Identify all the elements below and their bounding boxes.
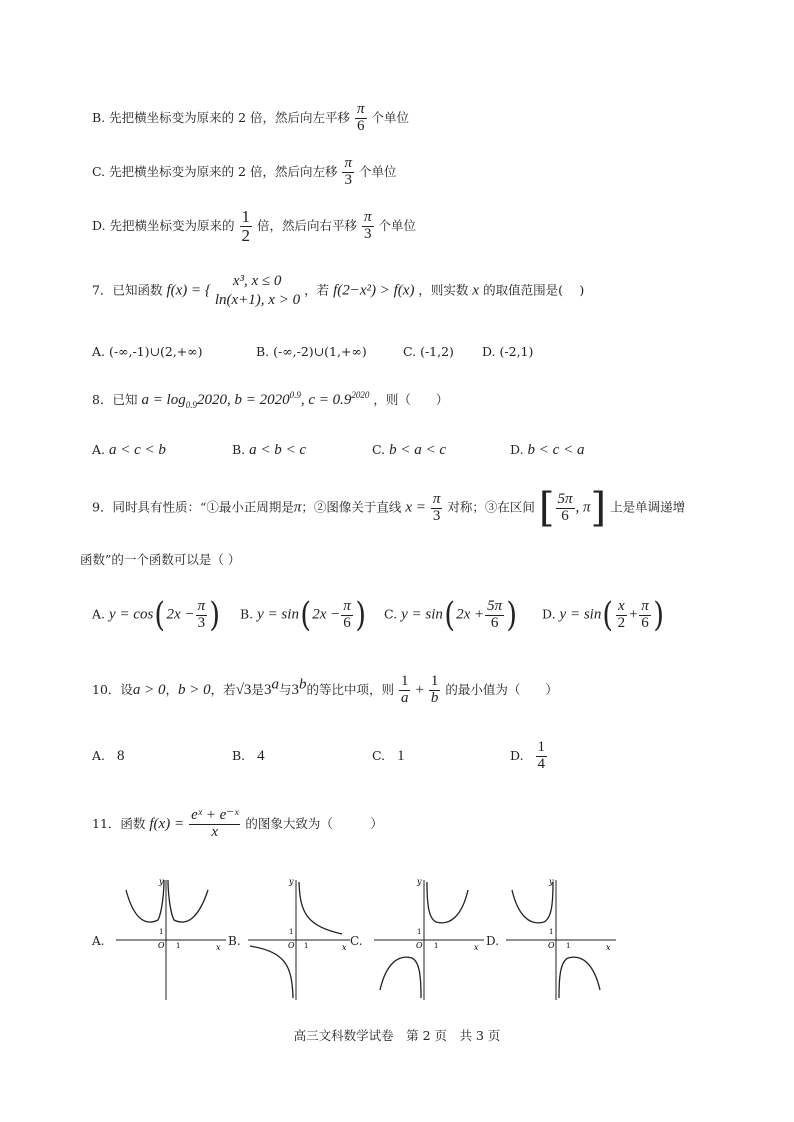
q9-stem: 9．同时具有性质：“①最小正周期是π；②图像关于直线 x = $\frac{\pi}{3}$ 对称；③在区间 [ $\frac{5\pi}{6}$ , π] 上是单调递增 [92,485,686,531]
q11-graph-b [244,872,354,1002]
q7-option-a: A. (-∞,-1)∪(2,+∞) [92,344,203,359]
q6-option-b-text: B. 先把横坐标变为原来的 2 倍，然后向左平移 [92,109,351,125]
q8-prefix: 8．已知 [92,392,138,407]
origin-label: O [416,941,423,950]
q11-graph-c [370,872,488,1002]
x-label: x [606,943,611,952]
q11-graph-b-label: B. [228,934,241,948]
q11-graph-c-label: C. [350,934,363,948]
q6-option-c [92,156,396,189]
x-label: x [216,943,221,952]
q7-case-1: x³, x ≤ 0 [232,273,282,289]
curve-left [380,957,421,998]
q6-option-c-text: C. 先把横坐标变为原来的 2 倍，然后向左移 [92,163,338,179]
curve-right [168,880,208,922]
y-label: y [417,877,422,886]
q8-end: ，则（ ） [373,392,449,407]
curve-left [250,946,293,998]
q6-option-d-mid: 倍，然后向右平移 [257,217,358,233]
q7-cond-prefix: ，若 [304,282,330,298]
q7-cases [215,272,300,310]
x-label: x [342,943,347,952]
y-label: y [289,877,294,886]
q8-option-a: A. a < c < b [92,442,166,458]
q6-option-b-tail: 个单位 [371,109,410,125]
q10-option-a: A. 8 [92,748,125,764]
q6-option-c-frac: $\frac{\pi}{3}$ [344,155,352,188]
page-footer: 高三文科数学试卷 第 2 页 共 3 页 [293,1028,501,1043]
q11-graph-a-label: A. [92,934,105,948]
q8-expression: $a = \log_{0.9}2020$, $b = 2020^{0.9}$, $c = 0.9^{2020}$ [141,390,370,410]
q9-option-d: D. y = sin( $\frac{x}{2}$ + $\frac{\pi}{6}$ ) [542,595,664,635]
q10-option-b: B. 4 [232,748,265,764]
q11-graph-d [502,872,620,1002]
origin-label: O [158,941,165,950]
origin-label: O [548,941,555,950]
q6-option-c-tail: 个单位 [358,163,397,179]
one-label-y: 1 [417,928,422,936]
q10-option-c: C. 1 [372,748,405,764]
q6-option-d-frac2: $\frac{\pi}{3}$ [364,209,372,242]
q8-option-b: B. a < b < c [232,442,307,458]
q9-interval-frac: $\frac{5\pi}{6}$ [557,490,573,524]
q7-end: 的取值范围是( ) [483,282,585,298]
q7-stem [92,272,584,310]
q7-suffix: ，则实数 [418,282,469,298]
q9-option-a: A. y = cos(2x − $\frac{\pi}{3}$ ) [92,595,221,635]
q9-stem-line2: 函数”的一个函数可以是（ ） [80,552,241,567]
y-label: y [549,877,554,886]
q7-var: x [472,282,480,299]
x-label: x [474,943,479,952]
q8-option-d: D. b < c < a [510,442,585,458]
one-label-y: 1 [289,928,294,936]
curve-right [299,882,342,934]
q8-stem [92,390,448,409]
origin-label: O [288,941,295,950]
curve-right [559,957,600,998]
q7-prefix: 7．已知函数 [92,282,163,298]
one-label-x: 1 [304,942,309,950]
q11-graph-a [112,872,230,1002]
q9-option-b: B. y = sin(2x − $\frac{\pi}{6}$ ) [240,595,366,635]
q7-case-2: ln(x+1), x > 0 [214,291,301,308]
curve-left [126,880,164,922]
q7-condition: f(2−x²) > f(x) [333,282,415,299]
one-label-x: 1 [176,942,181,950]
q10-stem: 10．设a > 0，b > 0，若√3是3$^a$与3$^b$的等比中项，则 $\frac{1}{a}$ + $\frac{1}{b}$ 的最小值为（ ） [92,673,558,706]
q11-stem: 11．函数 f(x) = $\frac{\text{eˣ + e⁻ˣ}}{x}$ 的图象大致为（ ） [92,807,383,840]
q6-option-b [92,102,409,135]
y-label: y [159,877,164,886]
q6-option-d-tail: 个单位 [378,217,417,233]
q6-option-d [92,208,416,245]
curve-right [427,882,468,923]
q9-option-c: C. y = sin(2x + $\frac{5\pi}{6}$ ) [384,595,518,635]
q11-graph-d-label: D. [486,934,500,948]
q7-option-c: C. (-1,2) [403,344,454,359]
q8-option-c: C. b < a < c [372,442,446,458]
q7-option-b: B. (-∞,-2)∪(1,+∞) [256,344,367,359]
q7-function: f(x) = { [166,282,211,299]
q10-option-d: D. $\frac{1}{4}$ [510,739,546,772]
one-label-x: 1 [434,942,439,950]
q6-option-b-frac: $\frac{\pi}{6}$ [357,101,365,134]
one-label-y: 1 [159,928,164,936]
curve-left [512,882,553,923]
q9-frac: $\frac{\pi}{3}$ [432,490,441,524]
q6-option-d-frac1: $\frac{1}{2}$ [241,207,251,245]
q7-option-d: D. (-2,1) [482,344,534,359]
one-label-y: 1 [549,928,554,936]
q6-option-d-text: D. 先把横坐标变为原来的 [92,217,235,233]
one-label-x: 1 [566,942,571,950]
